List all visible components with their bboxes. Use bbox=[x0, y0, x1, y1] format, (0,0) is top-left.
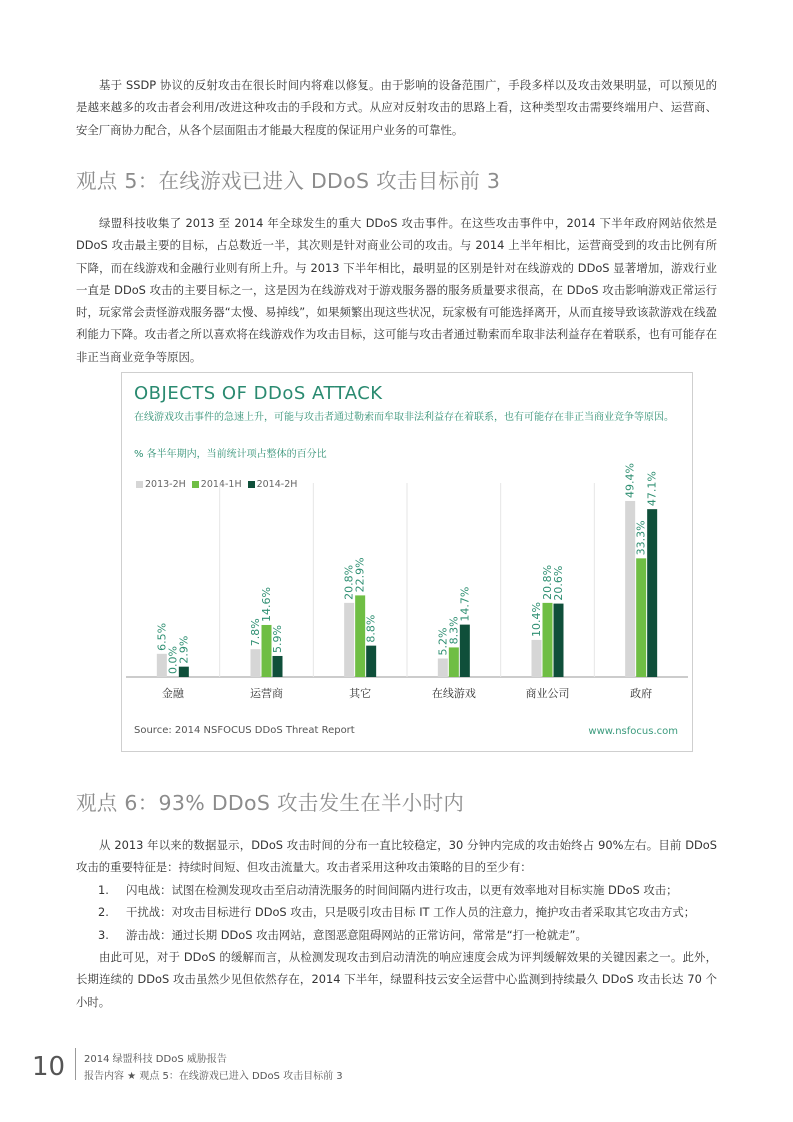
bar-value-label: 8.8% bbox=[364, 614, 378, 643]
legend-label: 2013-2H bbox=[145, 479, 186, 490]
bar-value-label: 20.8% bbox=[541, 564, 554, 600]
chart-plot-area bbox=[122, 373, 692, 751]
category-label: 在线游戏 bbox=[431, 687, 476, 700]
bar bbox=[449, 647, 459, 677]
bar-value-label: 20.8% bbox=[342, 564, 356, 600]
bar bbox=[438, 658, 448, 677]
footer-report-title: 2014 绿盟科技 DDoS 威胁报告 bbox=[84, 1054, 227, 1065]
bar-value-label: 20.6% bbox=[552, 565, 565, 601]
section6-paragraph: 从 2013 年以来的数据显示，DDoS 攻击时间的分布一直比较稳定，30 分钟内完成的攻击始终占 90%左右。目前 DDoS 攻击的重要特征是：持续时间短、但攻击流量大。攻击者采用这种攻击策略的目的至少有： bbox=[76, 838, 717, 875]
list-text: 闪电战：试图在检测发现攻击至启动清洗服务的时间间隔内进行攻击，以更有效率地对目标实施 DDoS 攻击； bbox=[126, 883, 678, 897]
bar bbox=[554, 604, 564, 677]
bar bbox=[460, 625, 470, 677]
bar bbox=[532, 640, 542, 677]
bar-value-label: 5.2% bbox=[436, 627, 450, 656]
chart-title: OBJECTS OF DDoS ATTACK bbox=[134, 383, 383, 404]
bar-value-label: 14.7% bbox=[458, 586, 472, 622]
list-number: 2. bbox=[98, 905, 109, 920]
bar bbox=[636, 558, 646, 677]
chart-url: www.nsfocus.com bbox=[588, 726, 678, 737]
category-label: 金融 bbox=[161, 687, 184, 700]
category-label: 其它 bbox=[349, 687, 372, 700]
bar bbox=[344, 603, 354, 677]
bar bbox=[543, 603, 553, 677]
bar bbox=[157, 654, 167, 677]
bar-value-label: 5.9% bbox=[271, 625, 284, 653]
category-label: 政府 bbox=[630, 687, 653, 700]
bar-value-label: 33.3% bbox=[634, 520, 648, 556]
category-label: 商业公司 bbox=[525, 687, 570, 700]
bar-value-label: 47.1% bbox=[645, 471, 659, 507]
intro-paragraph: 基于 SSDP 协议的反射攻击在很长时间内将难以修复。由于影响的设备范围广，手段多样以及攻击效果明显，可以预见的是越来越多的攻击者会利用/改进这种攻击的手段和方式。从应对反射攻击的思路上看，这种类型攻击需要终端用户、运营商、安全厂商协力配合，从各个层面阻击才能最大程度的保证用户业务的可靠性。 bbox=[76, 78, 717, 137]
section5-paragraph: 绿盟科技收集了 2013 至 2014 年全球发生的重大 DDoS 攻击事件。在这些攻击事件中，2014 下半年政府网站依然是 DDoS 攻击最主要的目标，占总数近一半，其次则是针对商业公司的攻击。与 2014 上半年相比，运营商受到的攻击比例有所下降，而在线游戏和金融行业则有所上升。与 2013 下半年相比，最明显的区别是针对在线游戏的 DDoS 显著增加，游戏行业一直是 DDoS 攻击的主要目标之一，这是因为在线游戏对于游戏服务器的服务质量要求很高，在 DDoS 攻击影响游戏正常运行时，玩家常会责怪游戏服务器“太慢、易掉线”，如果频繁出现这些状况，玩家极有可能选择离开，从而直接导致该款游戏在线盈利能力下降。攻击者之所以喜欢将在线游戏作为攻击目标，这可能与攻击者通过勒索而牟取非法利益存在着联系，也有可能存在非正当商业竞争等原因。 bbox=[76, 216, 717, 364]
bar-value-label: 2.9% bbox=[177, 635, 191, 664]
bar bbox=[625, 501, 635, 677]
conclusion-paragraph: 由此可见，对于 DDoS 的缓解而言，从检测发现攻击到启动清洗的响应速度会成为评判缓解效果的关键因素之一。此外，长期连续的 DDoS 攻击虽然少见但依然存在，2014 下半年，绿盟科技云安全运营中心监测到持续最久 DDoS 攻击长达 70 个小时。 bbox=[76, 950, 717, 1009]
list-text: 游击战：通过长期 DDoS 攻击网站，意图恶意阻碍网站的正常访问，常常是“打一枪就走”。 bbox=[126, 927, 587, 942]
bar bbox=[262, 625, 272, 677]
strategy-list bbox=[98, 879, 718, 946]
footer-divider bbox=[75, 1048, 76, 1080]
page-number: 10 bbox=[32, 1052, 66, 1082]
list-item bbox=[98, 879, 718, 901]
list-number: 1. bbox=[98, 883, 109, 897]
list-text: 干扰战：对攻击目标进行 DDoS 攻击，只是吸引攻击目标 IT 工作人员的注意力，掩护攻击者采取其它攻击方式； bbox=[126, 905, 696, 920]
bar-value-label: 0.0% bbox=[166, 646, 180, 674]
bar-value-label: 10.4% bbox=[530, 601, 543, 637]
bar bbox=[647, 509, 657, 677]
list-item bbox=[98, 901, 718, 923]
legend-label: 2014-1H bbox=[200, 479, 242, 490]
bar-value-label: 6.5% bbox=[155, 622, 169, 651]
section-heading-5: 观点 5：在线游戏已进入 DDoS 攻击目标前 3 bbox=[76, 169, 501, 193]
bar bbox=[273, 656, 283, 677]
section-heading-6: 观点 6：93% DDoS 攻击发生在半小时内 bbox=[76, 791, 465, 815]
bar-value-label: 14.6% bbox=[260, 587, 273, 622]
bar bbox=[251, 649, 261, 677]
bar bbox=[355, 595, 365, 677]
chart-unit-note: % 各半年期内，当前统计项占整体的百分比 bbox=[134, 449, 327, 460]
bar bbox=[366, 646, 376, 677]
bar-value-label: 49.4% bbox=[623, 463, 637, 498]
bar-value-label: 8.3% bbox=[447, 616, 461, 645]
footer-breadcrumb: 报告内容 ★ 观点 5：在线游戏已进入 DDoS 攻击目标前 3 bbox=[84, 1071, 343, 1082]
chart-source: Source: 2014 NSFOCUS DDoS Threat Report bbox=[134, 725, 355, 736]
bar-value-label: 22.9% bbox=[353, 557, 367, 593]
ddos-objects-chart bbox=[121, 372, 693, 752]
list-number: 3. bbox=[98, 927, 109, 942]
bar bbox=[179, 667, 189, 677]
chart-subtitle: 在线游戏攻击事件的急速上升，可能与攻击者通过勒索而牟取非法利益存在着联系，也有可能存在非正当商业竞争等原因。 bbox=[134, 412, 674, 423]
list-item bbox=[98, 924, 718, 946]
category-label: 运营商 bbox=[250, 687, 283, 700]
legend-label: 2014-2H bbox=[256, 479, 298, 490]
bar-value-label: 7.8% bbox=[249, 618, 262, 647]
